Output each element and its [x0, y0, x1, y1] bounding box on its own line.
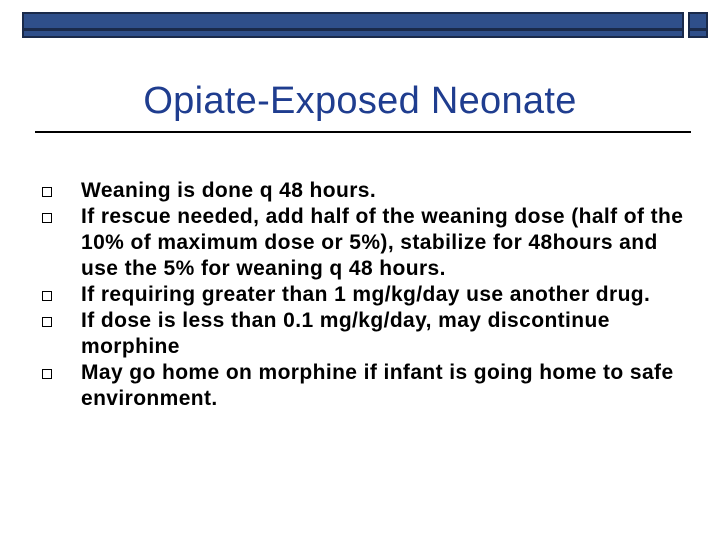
bullet-text: If rescue needed, add half of the weaning dose (half of the 10% of maximum dose or 5%), stabilize for 48hours and use the 5% for weaning q 48 hours. [81, 205, 684, 280]
hollow-square-bullet-icon [42, 291, 52, 301]
bullet-list [40, 178, 690, 412]
header-band-main [22, 12, 684, 38]
hollow-square-bullet-icon [42, 213, 52, 223]
bullet-text: If requiring greater than 1 mg/kg/day use another drug. [81, 283, 651, 306]
bullet-item [40, 178, 690, 204]
header-band [22, 12, 708, 38]
bullet-item [40, 308, 690, 360]
bullet-text: If dose is less than 0.1 mg/kg/day, may discontinue morphine [81, 309, 610, 358]
bullet-text: May go home on morphine if infant is going home to safe environment. [81, 361, 674, 410]
bullet-item [40, 282, 690, 308]
bullet-item [40, 360, 690, 412]
hollow-square-bullet-icon [42, 187, 52, 197]
slide-title: Opiate-Exposed Neonate [143, 80, 577, 122]
header-band-box [688, 12, 708, 38]
hollow-square-bullet-icon [42, 369, 52, 379]
hollow-square-bullet-icon [42, 317, 52, 327]
bullet-text: Weaning is done q 48 hours. [81, 179, 377, 202]
bullet-item [40, 204, 690, 282]
title-underline [35, 131, 691, 133]
